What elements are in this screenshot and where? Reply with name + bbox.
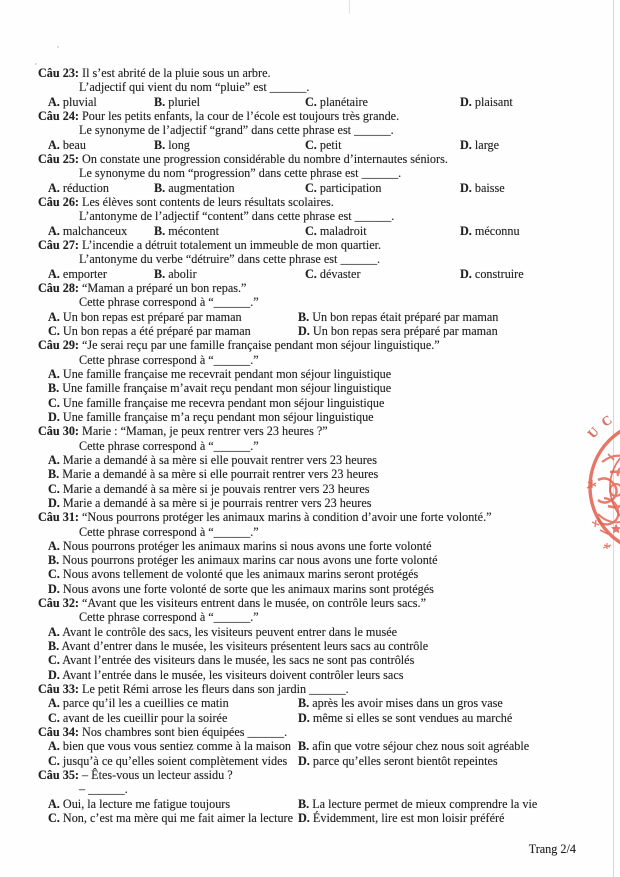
question-number: Câu 27: [38, 237, 79, 252]
question-options [38, 797, 590, 826]
option [48, 639, 428, 653]
question [38, 682, 590, 725]
option-label: B. [154, 137, 166, 152]
question-stem-line [38, 338, 590, 352]
scan-artifact-line [349, 0, 350, 14]
option-text: maladroit [316, 223, 367, 238]
option-text: participation [316, 180, 382, 195]
option [48, 496, 372, 510]
option-row [38, 739, 590, 753]
option-text: long [165, 137, 190, 152]
question-stem-line [38, 596, 590, 610]
option-label: D. [460, 266, 472, 281]
option-text: Non, c’est ma mère qui me fait aimer la lecture [59, 811, 294, 826]
option [48, 410, 374, 424]
option [48, 567, 418, 581]
question-options [38, 625, 590, 682]
question-stem-line [38, 238, 590, 252]
option [298, 310, 498, 324]
question-stem: “Nous pourrons protéger les animaux marins à condition d’avoir une forte volonté.” [82, 510, 492, 525]
question-stem-line [38, 152, 590, 166]
option-row [38, 696, 590, 710]
question-stem-line [38, 725, 590, 739]
question-number: Câu 23: [38, 66, 79, 80]
option [48, 381, 391, 395]
option-row [38, 467, 590, 481]
option [460, 267, 524, 281]
question-number: Câu 29: [38, 338, 79, 353]
option-label: A. [48, 266, 60, 281]
question-number: Câu 28: [38, 280, 79, 295]
question-subline: Le synonyme du nom “progression” dans cette phrase est ______. [79, 166, 402, 181]
question-number: Câu 33: [38, 682, 79, 697]
question [38, 195, 590, 238]
option-label: C. [305, 137, 317, 152]
option [298, 754, 498, 768]
option-row [38, 367, 590, 381]
option-label: C. [48, 653, 60, 668]
option-label: D. [460, 94, 472, 109]
question-subline: – ______. [79, 782, 128, 797]
option-label: B. [154, 266, 166, 281]
option [48, 625, 397, 639]
question-subline: Cette phrase correspond à “______.” [79, 295, 259, 310]
option-row [38, 224, 590, 238]
question-stem-line [38, 768, 590, 782]
option [154, 224, 305, 238]
question-number: Câu 30: [38, 424, 79, 439]
scan-speck [35, 63, 37, 65]
question-stem: “Je serai reçu par une famille française pendant mon séjour linguistique.” [82, 338, 440, 353]
option [305, 138, 460, 152]
question-options [38, 539, 590, 596]
option [48, 267, 154, 281]
question-stem: Il s’est abrité de la pluie sous un arbre. [82, 66, 271, 80]
option-row [38, 410, 590, 424]
option [48, 467, 378, 481]
option-label: C. [48, 567, 60, 582]
questions [38, 66, 590, 825]
option-label: A. [48, 137, 60, 152]
question-stem: L’incendie a détruit totalement un immeuble de mon quartier. [82, 237, 382, 252]
stamp-star-icon [611, 524, 620, 534]
option-row [38, 381, 590, 395]
option-label: A. [48, 538, 60, 553]
question-stem: Marie : “Maman, je peux rentrer vers 23 heures ?” [82, 424, 328, 439]
option-label: A. [48, 309, 60, 324]
option-label: A. [48, 624, 60, 639]
option-label: B. [154, 223, 166, 238]
question-number: Câu 34: [38, 725, 79, 740]
question-stem-line [38, 109, 590, 123]
question-options [38, 267, 590, 281]
option-label: C. [48, 811, 60, 826]
option-label: A. [48, 366, 60, 381]
option [48, 181, 154, 195]
question-stem: Pour les petits enfants, la cour de l’école est toujours très grande. [82, 108, 400, 123]
option-text: Un bon repas sera préparé par maman [309, 323, 498, 338]
option [48, 95, 154, 109]
option-label: C. [48, 481, 60, 496]
option-label: A. [48, 94, 60, 109]
option-text: Une famille française m’avait reçu pendant mon séjour linguistique [59, 381, 392, 396]
question-subline: Le synonyme de l’adjectif “grand” dans cette phrase est ______. [79, 123, 394, 138]
question [38, 281, 590, 338]
option-row [38, 639, 590, 653]
option-label: C. [48, 710, 60, 725]
question-stem: “Maman a préparé un bon repas.” [82, 280, 247, 295]
option-row [38, 668, 590, 682]
option-row [38, 553, 590, 567]
question-options [38, 181, 590, 195]
option-label: D. [298, 710, 310, 725]
question-subline: Cette phrase correspond à “______.” [79, 524, 259, 539]
option [305, 181, 460, 195]
option-text: parce qu’il les a cueillies ce matin [59, 696, 229, 711]
question [38, 238, 590, 281]
option-text: Marie a demandé à sa mère si je pourrais rentrer vers 23 heures [59, 495, 372, 510]
option-label: B. [154, 94, 166, 109]
question-number: Câu 25: [38, 151, 79, 166]
option-text: Avant d’entrer dans le musée, les visiteurs présentent leurs sacs au contrôle [59, 639, 429, 654]
question [38, 109, 590, 152]
question-stem: Nos chambres sont bien équipées ______. [82, 725, 288, 740]
option [48, 696, 298, 710]
option-label: A. [48, 223, 60, 238]
option-label: B. [154, 180, 166, 195]
question-stem-line [38, 195, 590, 209]
option-row [38, 797, 590, 811]
option-label: C. [305, 180, 317, 195]
option-label: C. [305, 266, 317, 281]
option-text: pluriel [165, 94, 201, 109]
option [298, 811, 504, 825]
stamp-letter: U [584, 423, 602, 442]
option [48, 739, 298, 753]
option-text: mécontent [165, 223, 219, 238]
option [48, 668, 404, 682]
option-text: large [471, 137, 500, 152]
option-row [38, 653, 590, 667]
question-number: Câu 32: [38, 596, 79, 611]
question-number: Câu 31: [38, 510, 79, 525]
option [298, 739, 529, 753]
option-label: A. [48, 452, 60, 467]
question-stem-line [38, 682, 590, 696]
option-text: Avant l’entrée des visiteurs dans le musée, les sacs ne sont pas contrôlés [59, 653, 415, 668]
question-subline: L’adjectif qui vient du nom “pluie” est ______. [79, 80, 310, 95]
option-text: parce qu’elles seront bientôt repeintes [309, 753, 498, 768]
option-text: Marie a demandé à sa mère si elle pouvait rentrer vers 23 heures [59, 452, 377, 467]
option-row [38, 396, 590, 410]
question [38, 424, 590, 510]
option-text: Une famille française me recevrait pendant mon séjour linguistique [59, 366, 392, 381]
question [38, 338, 590, 424]
option-text: malchanceux [59, 223, 128, 238]
option [154, 138, 305, 152]
option-text: emporter [59, 266, 107, 281]
option [305, 224, 460, 238]
option-text: bien que vous vous sentiez comme à la maison [59, 739, 292, 754]
question-subline: L’antonyme du verbe “détruire” dans cette phrase est ______. [79, 252, 381, 267]
option [298, 696, 503, 710]
option-label: B. [298, 309, 310, 324]
option-label: B. [48, 639, 60, 654]
question-stem: On constate une progression considérable du nombre d’internautes séniors. [82, 151, 448, 166]
option-text: afin que votre séjour chez nous soit agréable [309, 739, 530, 754]
option-text: petit [316, 137, 342, 152]
option-text: La lecture permet de mieux comprendre la vie [309, 796, 538, 811]
option-label: B. [298, 696, 310, 711]
option [48, 138, 154, 152]
option-label: A. [48, 696, 60, 711]
question-subline: L’antonyme de l’adjectif “content” dans cette phrase est ______. [79, 209, 395, 224]
option-text: après les avoir mises dans un gros vase [309, 696, 503, 711]
option-row [38, 482, 590, 496]
option-text: Marie a demandé à sa mère si je pouvais rentrer vers 23 heures [59, 481, 370, 496]
option-text: baisse [471, 180, 505, 195]
option [298, 711, 512, 725]
option-label: C. [305, 223, 317, 238]
option-text: Évidemment, lire est mon loisir préféré [309, 811, 505, 826]
page-number: Trang 2/4 [528, 842, 576, 856]
option-text: Marie a demandé à sa mère si elle pourrait rentrer vers 23 heures [59, 467, 379, 482]
option-text: planétaire [316, 94, 368, 109]
question-options [38, 696, 590, 725]
option-label: D. [460, 180, 472, 195]
option-text: Un bon repas était préparé par maman [309, 309, 499, 324]
option [154, 95, 305, 109]
question-options [38, 95, 590, 109]
option [48, 811, 298, 825]
question [38, 152, 590, 195]
option-label: A. [48, 739, 60, 754]
option [48, 324, 298, 338]
option [305, 267, 460, 281]
option [460, 138, 499, 152]
question-stem: – Êtes-vous un lecteur assidu ? [82, 768, 233, 783]
option-text: Une famille française m’a reçu pendant mon séjour linguistique [59, 409, 374, 424]
question-stem-line [38, 281, 590, 295]
option-text: dévaster [316, 266, 361, 281]
option-label: C. [305, 94, 317, 109]
option-text: Avant l’entrée dans le musée, les visiteurs doivent contrôler leurs sacs [59, 667, 404, 682]
option-label: D. [48, 495, 60, 510]
option-row [38, 754, 590, 768]
option-row [38, 267, 590, 281]
option [48, 754, 298, 768]
option-text: plaisant [471, 94, 513, 109]
option-text: pluvial [59, 94, 97, 109]
option-text: Nous pourrons protéger les animaux marins car nous avons une forte volonté [59, 553, 438, 568]
option-row [38, 138, 590, 152]
option-text: Nous avons tellement de volonté que les animaux marins seront protégés [59, 567, 419, 582]
scan-speck [57, 46, 59, 48]
option [48, 224, 154, 238]
option [154, 267, 305, 281]
option-text: Une famille française me recevra pendant mon séjour linguistique [59, 395, 385, 410]
option-row [38, 453, 590, 467]
question-subline: Cette phrase correspond à “______.” [79, 610, 259, 625]
option-text: Nous pourrons protéger les animaux marins si nous avons une forte volonté [59, 538, 432, 553]
option-label: B. [48, 467, 60, 482]
option-label: D. [298, 811, 310, 826]
question-options [38, 138, 590, 152]
option-row [38, 625, 590, 639]
option-text: Un bon repas est préparé par maman [59, 309, 242, 324]
option-text: réduction [59, 180, 109, 195]
option [48, 582, 434, 596]
option-row [38, 496, 590, 510]
option-text: augmentation [165, 180, 235, 195]
question-options [38, 310, 590, 339]
option [48, 539, 432, 553]
option-label: B. [48, 553, 60, 568]
option-row [38, 95, 590, 109]
option-text: méconnu [471, 223, 520, 238]
question-options [38, 367, 590, 424]
option [460, 95, 513, 109]
question [38, 768, 590, 825]
option [48, 653, 414, 667]
option-label: B. [298, 796, 310, 811]
option-label: D. [298, 753, 310, 768]
option-text: Nous avons une forte volonté de sorte que les animaux marins sont protégés [59, 581, 434, 596]
option [460, 224, 520, 238]
option [48, 310, 298, 324]
option [48, 553, 438, 567]
option-text: Un bon repas a été préparé par maman [59, 323, 251, 338]
question [38, 66, 590, 109]
option [460, 181, 505, 195]
question-number: Câu 35: [38, 768, 79, 783]
red-stamp-icon [552, 402, 620, 574]
option-label: D. [298, 323, 310, 338]
option [305, 95, 460, 109]
option-label: B. [48, 381, 60, 396]
option [48, 367, 391, 381]
option [154, 181, 305, 195]
question [38, 596, 590, 682]
option-text: avant de les cueillir pour la soirée [59, 710, 228, 725]
question-stem: Les élèves sont contents de leurs résultats scolaires. [82, 194, 334, 209]
option-text: Oui, la lecture me fatigue toujours [59, 796, 231, 811]
option [48, 396, 384, 410]
option [48, 482, 370, 496]
question-stem: “Avant que les visiteurs entrent dans le musée, on contrôle leurs sacs.” [82, 596, 426, 611]
question-options [38, 224, 590, 238]
question-number: Câu 24: [38, 108, 79, 123]
option [48, 711, 298, 725]
option-label: C. [48, 323, 60, 338]
option-label: D. [48, 667, 60, 682]
question [38, 725, 590, 768]
option-label: D. [48, 409, 60, 424]
option-row [38, 711, 590, 725]
option-row [38, 567, 590, 581]
option-text: abolir [165, 266, 197, 281]
option-label: C. [48, 395, 60, 410]
option [298, 324, 498, 338]
option-text: même si elles se sont vendues au marché [309, 710, 513, 725]
option-text: Avant le contrôle des sacs, les visiteurs peuvent entrer dans le musée [59, 624, 398, 639]
option-label: A. [48, 796, 60, 811]
option-row [38, 324, 590, 338]
option [48, 453, 377, 467]
option [298, 797, 537, 811]
option-row [38, 811, 590, 825]
option-label: B. [298, 739, 310, 754]
option-row [38, 582, 590, 596]
option [48, 797, 298, 811]
stamp-letter: C [598, 411, 615, 430]
option-label: C. [48, 753, 60, 768]
option-row [38, 539, 590, 553]
question-stem-line [38, 510, 590, 524]
option-text: jusqu’à ce qu’elles soient complètement vides [59, 753, 288, 768]
question-stem-line [38, 424, 590, 438]
option-label: D. [460, 137, 472, 152]
option-row [38, 181, 590, 195]
option-text: construire [471, 266, 524, 281]
option-label: D. [48, 581, 60, 596]
option-text: beau [59, 137, 86, 152]
question-options [38, 739, 590, 768]
question [38, 510, 590, 596]
question-subline: Cette phrase correspond à “______.” [79, 352, 259, 367]
question-subline: Cette phrase correspond à “______.” [79, 438, 259, 453]
option-row [38, 310, 590, 324]
question-options [38, 453, 590, 510]
question-number: Câu 26: [38, 194, 79, 209]
option-label: D. [460, 223, 472, 238]
question-stem: Le petit Rémi arrose les fleurs dans son jardin ______. [82, 682, 349, 697]
option-label: A. [48, 180, 60, 195]
question-stem-line [38, 66, 590, 80]
